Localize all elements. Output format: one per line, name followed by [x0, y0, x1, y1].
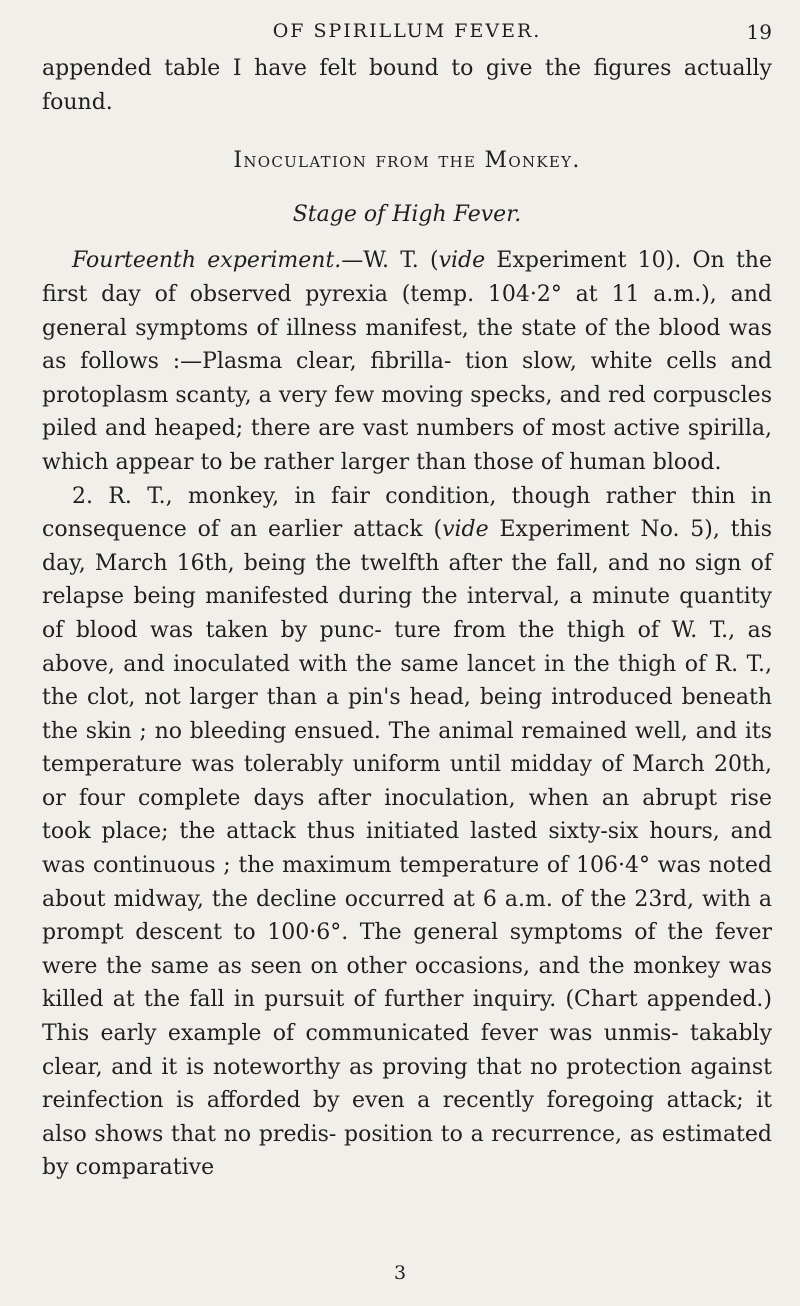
running-head: [42, 14, 772, 52]
intro-paragraph: [42, 52, 772, 119]
monkey-text-1: 2. R. T., monkey, in fair condition, though rather thin in consequence of an earlier attack (: [42, 483, 772, 543]
monkey-text-2: Experiment No. 5), this day, March 16th, being the twelfth after the fall, and no sign of relapse being manifested during the interval, a minute quantity of blood was taken by punc- ture from the thigh of W. T., as above, and inoculated with the same lancet in the thigh of R. T., the clot, not larger than a pin's head, being introduced beneath the skin ; no bleeding ensued. The animal remained well, and its temperature was tolerably uniform until midday of March 20th, or four complete days after inoculation, when an abrupt rise took place; the attack thus initiated lasted sixty-six hours, and was continuous ; the maximum temperature of 106·4° was noted about midway, the decline occurred at 6 a.m. of the 23rd, with a prompt descent to 100·6°. The general symptoms of the fever were the same as seen on other occasions, and the monkey was killed at the fall in pursuit of further inquiry. (Chart appended.) This early example of communicated fever was unmis- takably clear, and it is noteworthy as proving that no protection against reinfection is afforded by even a recently foregoing attack; it also shows that no predis- position to a recurrence, as estimated by comparative: [42, 517, 773, 1181]
experiment-paragraph: [42, 244, 772, 479]
running-title: OF SPIRILLUM FEVER.: [272, 20, 542, 42]
monkey-paragraph: [42, 480, 772, 1185]
vide-word-2: vide: [442, 517, 489, 543]
signature-mark: 3: [393, 1262, 407, 1284]
subheading: Stage of High Fever.: [292, 201, 522, 227]
vide-word: vide: [438, 248, 486, 274]
page-number: 19: [746, 20, 772, 44]
intro-text: appended table I have felt bound to give the figures actually found.: [42, 56, 772, 115]
section-heading: Inoculation from the Monkey.: [233, 148, 581, 174]
experiment-text-1: —W. T. (: [341, 248, 439, 274]
experiment-lead: Fourteenth experiment.: [72, 248, 342, 274]
book-page: [42, 14, 772, 1185]
experiment-text-2: Experiment 10). On the first day of observed pyrexia (temp. 104·2° at 11 a.m.), and general symptoms of illness manifest, the state of the blood was as follows :—Plasma clear, fibrilla- tion slow, white cells and protoplasm scanty, a very few moving specks, and red corpuscles piled and heaped; there are vast numbers of most active spirilla, which appear to be rather larger than those of human blood.: [42, 248, 772, 475]
page-body: [42, 52, 772, 1185]
